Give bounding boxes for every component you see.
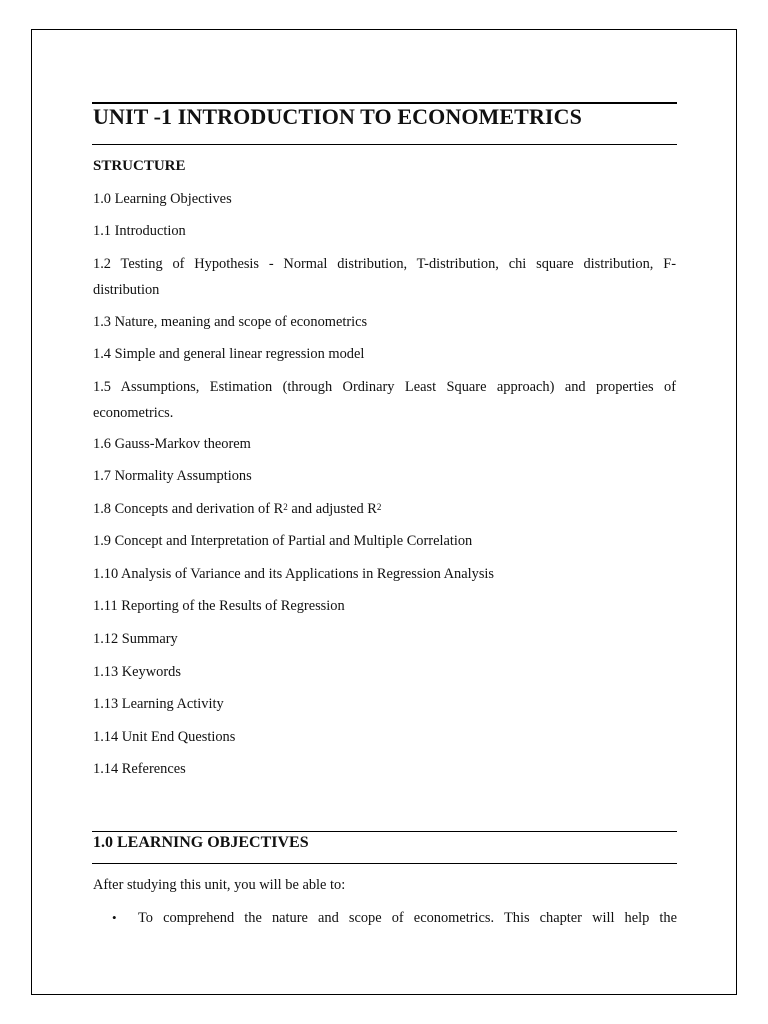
bullet-text: To comprehend the nature and scope of econometrics. This chapter will help the [138,910,677,926]
toc-item: 1.14 References [93,761,186,777]
toc-item-line: distribution [93,282,160,298]
toc-item: 1.7 Normality Assumptions [93,468,252,484]
toc-item: 1.1 Introduction [93,223,186,239]
toc-item: 1.9 Concept and Interpretation of Partial and Multiple Correlation [93,533,473,549]
superscript: 2 [283,502,288,512]
toc-item: 1.11 Reporting of the Results of Regression [93,598,345,614]
bullet-item [112,907,677,931]
toc-item: 1.6 Gauss-Markov theorem [93,436,251,452]
toc-item: 1.12 Summary [93,631,178,647]
toc-item [93,496,676,523]
toc-item: 1.3 Nature, meaning and scope of econometrics [93,314,368,330]
section-top-rule [92,831,677,832]
toc-item: 1.13 Learning Activity [93,696,224,712]
toc-item: 1.4 Simple and general linear regression model [93,346,365,362]
toc-item: 1.14 Unit End Questions [93,729,236,745]
title-bottom-rule [92,144,677,145]
toc-item-line: 1.5 Assumptions, Estimation (through Ordinary Least Square approach) and properties of [93,379,676,395]
toc-item-part: 1.8 Concepts and derivation of R [93,501,284,517]
toc-item-line: econometrics. [93,405,174,421]
toc-item: 1.0 Learning Objectives [93,191,232,207]
toc-item-part: and adjusted R [287,501,377,517]
bullet-icon: • [112,910,117,925]
toc-item: 1.13 Keywords [93,664,181,680]
section-heading: 1.0 LEARNING OBJECTIVES [93,834,309,851]
intro-text: After studying this unit, you will be able to: [93,877,346,893]
toc-item [93,251,676,303]
toc-item: 1.10 Analysis of Variance and its Applications in Regression Analysis [93,566,495,582]
unit-title: UNIT -1 INTRODUCTION TO ECONOMETRICS [93,104,582,129]
toc-item [93,374,676,426]
structure-heading: STRUCTURE [93,158,186,174]
toc-item-line: 1.2 Testing of Hypothesis - Normal distribution, T-distribution, chi square distribution, F- [93,256,676,272]
section-bottom-rule [92,863,677,864]
superscript: 2 [376,502,382,512]
